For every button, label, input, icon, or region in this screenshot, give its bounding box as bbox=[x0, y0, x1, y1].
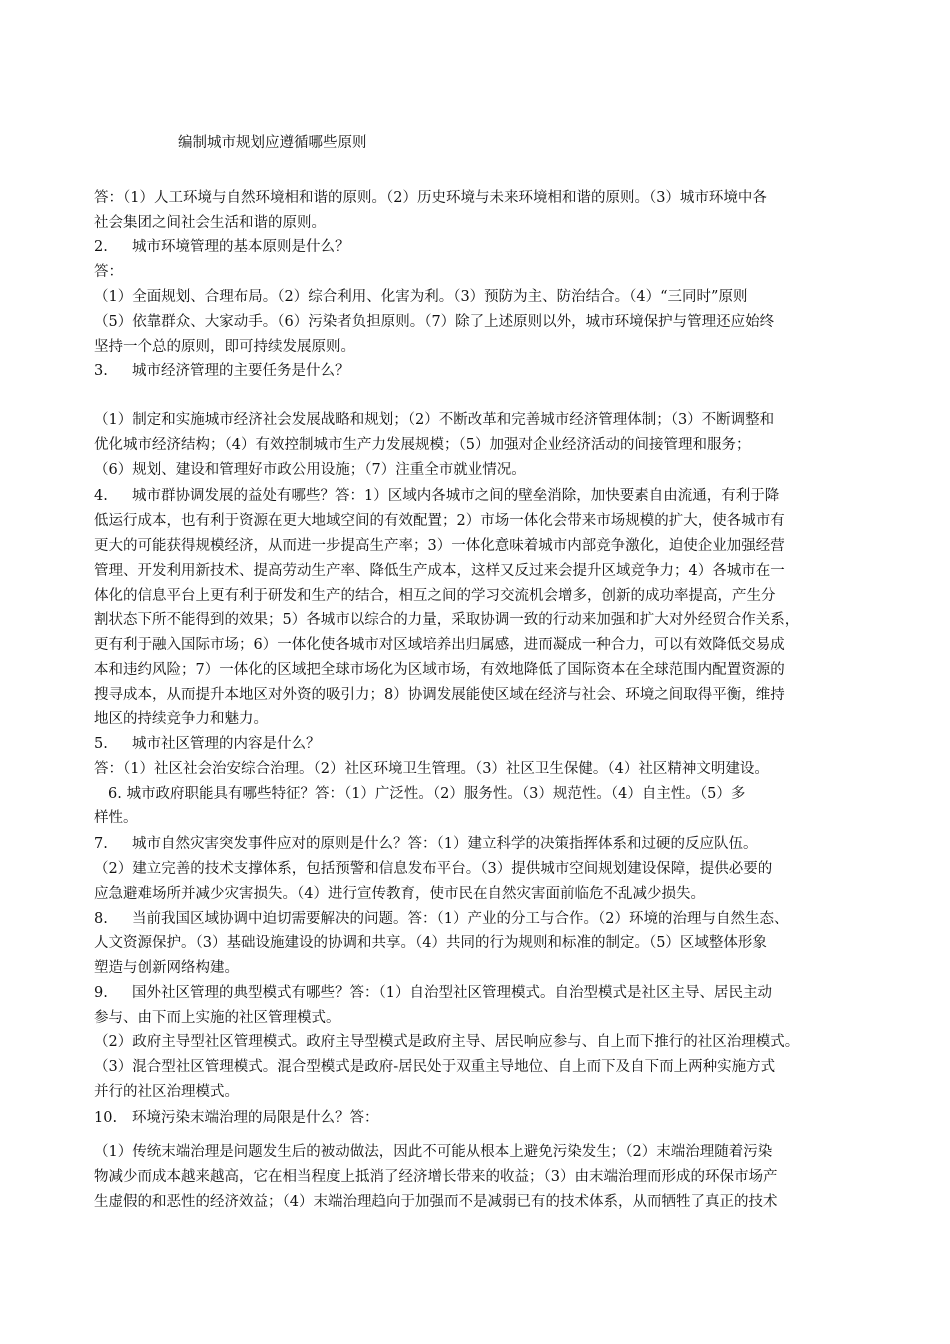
text-line: （1）传统末端治理是问题发生后的被动做法，因此不可能从根本上避免污染发生；（2）末端治理随着污染 bbox=[94, 1144, 773, 1160]
question-4: 4. 城市群协调发展的益处有哪些？答：1）区域内各城市之间的壁垒消除，加快要素自由流通，有利于降 bbox=[94, 488, 780, 504]
item-number: 8. bbox=[94, 911, 108, 927]
text-line: 样性。 bbox=[94, 810, 138, 826]
text-line: 应急避难场所并减少灾害损失。（4）进行宣传教育，使市民在自然灾害面前临危不乱减少损失。 bbox=[94, 886, 705, 902]
text-line: 管理、开发利用新技术、提高劳动生产率、降低生产成本，这样又反过来会提升区域竞争力；4）各城市在一 bbox=[94, 563, 785, 579]
question-9: 9. 国外社区管理的典型模式有哪些？答：（1）自治型社区管理模式。自治型模式是社区主导、居民主动 bbox=[94, 985, 772, 1001]
text-line: （5）依靠群众、大家动手。（6）污染者负担原则。（7）除了上述原则以外，城市环境保护与管理还应始终 bbox=[94, 314, 775, 330]
text-line: 坚持一个总的原则，即可持续发展原则。 bbox=[94, 339, 355, 355]
text-line: 割状态下所不能得到的效果；5）各城市以综合的力量，采取协调一致的行动来加强和扩大对外经贸合作关系， bbox=[94, 612, 800, 628]
item-number: 2. bbox=[94, 239, 108, 255]
text-line: 更大的可能获得规模经济，从而进一步提高生产率；3）一体化意味着城市内部竞争激化，迫使企业加强经营 bbox=[94, 538, 785, 554]
text-line: 并行的社区治理模式。 bbox=[94, 1084, 239, 1100]
item-number: 3. bbox=[94, 363, 108, 379]
text-line: 答： bbox=[94, 264, 123, 280]
text-line: 本和违约风险；7）一体化的区域把全球市场化为区域市场，有效地降低了国际资本在全球范围内配置资源的 bbox=[94, 662, 785, 678]
document-title: 编制城市规划应遵循哪些原则 bbox=[178, 135, 367, 151]
item-number: 9. bbox=[94, 985, 108, 1001]
question-3: 3. 城市经济管理的主要任务是什么？ bbox=[94, 363, 350, 379]
question-2: 2. 城市环境管理的基本原则是什么？ bbox=[94, 239, 350, 255]
text-line: （2）建立完善的技术支撑体系，包括预警和信息发布平台。（3）提供城市空间规划建设保障，提供必要的 bbox=[94, 861, 773, 877]
text-line: 低运行成本，也有利于资源在更大地域空间的有效配置；2）市场一体化会带来市场规模的扩大，使各城市有 bbox=[94, 513, 785, 529]
question-5: 5. 城市社区管理的内容是什么？ bbox=[94, 736, 321, 752]
text-line: 地区的持续竞争力和魅力。 bbox=[94, 711, 268, 727]
text-line: （2）政府主导型社区管理模式。政府主导型模式是政府主导、居民响应参与、自上而下推行的社区治理模式。 bbox=[94, 1034, 800, 1050]
question-7: 7. 城市自然灾害突发事件应对的原则是什么？答：（1）建立科学的决策指挥体系和过硬的反应队伍。 bbox=[94, 836, 758, 852]
item-number: 5. bbox=[94, 736, 108, 752]
text-line: 塑造与创新网络构建。 bbox=[94, 960, 239, 976]
text-line: 社会集团之间社会生活和谐的原则。 bbox=[94, 215, 326, 231]
item-number: 4. bbox=[94, 488, 108, 504]
text-line: 生虚假的和恶性的经济效益；（4）末端治理趋向于加强而不是减弱已有的技术体系，从而牺牲了真正的技术 bbox=[94, 1194, 778, 1210]
text-line: 物减少而成本越来越高，它在相当程度上抵消了经济增长带来的收益；（3）由末端治理而形成的环保市场产 bbox=[94, 1169, 778, 1185]
text-line: 参与、由下而上实施的社区管理模式。 bbox=[94, 1010, 341, 1026]
text-line: （1）全面规划、合理布局。（2）综合利用、化害为利。（3）预防为主、防治结合。（4）“三同时”原则 bbox=[94, 289, 748, 305]
question-8: 8. 当前我国区域协调中迫切需要解决的问题。答：（1）产业的分工与合作。（2）环境的治理与自然生态、 bbox=[94, 911, 789, 927]
text-line: 答：（1）人工环境与自然环境相和谐的原则。（2）历史环境与未来环境相和谐的原则。（3）城市环境中各 bbox=[94, 190, 767, 206]
text-line: 优化城市经济结构；（4）有效控制城市生产力发展规模；（5）加强对企业经济活动的间接管理和服务； bbox=[94, 437, 751, 453]
text-line: 搜寻成本，从而提升本地区对外资的吸引力；8）协调发展能使区域在经济与社会、环境之间取得平衡，维持 bbox=[94, 687, 785, 703]
item-number: 7. bbox=[94, 836, 108, 852]
text-line: （1）制定和实施城市经济社会发展战略和规划；（2）不断改革和完善城市经济管理体制；（3）不断调整和 bbox=[94, 412, 775, 428]
text-line: 人文资源保护。（3）基础设施建设的协调和共享。（4）共同的行为规则和标准的制定。（5）区域整体形象 bbox=[94, 935, 767, 951]
question-6: 6. 城市政府职能具有哪些特征？答：（1）广泛性。（2）服务性。（3）规范性。（4）自主性。（5）多 bbox=[108, 786, 746, 802]
text-line: （3）混合型社区管理模式。混合型模式是政府-居民处于双重主导地位、自上而下及自下而上两种实施方式 bbox=[94, 1059, 776, 1075]
text-line: 体化的信息平台上更有利于研发和生产的结合，相互之间的学习交流机会增多，创新的成功率提高，产生分 bbox=[94, 588, 776, 604]
question-10: 10. 环境污染末端治理的局限是什么？答： bbox=[94, 1110, 379, 1126]
text-line: （6）规划、建设和管理好市政公用设施；（7）注重全市就业情况。 bbox=[94, 462, 526, 478]
text-line: 答：（1）社区社会治安综合治理。（2）社区环境卫生管理。（3）社区卫生保健。（4）社区精神文明建设。 bbox=[94, 761, 769, 777]
text-line: 更有利于融入国际市场；6）一体化使各城市对区域培养出归属感，进而凝成一种合力，可以有效降低交易成 bbox=[94, 637, 785, 653]
item-number: 10. bbox=[94, 1110, 118, 1126]
